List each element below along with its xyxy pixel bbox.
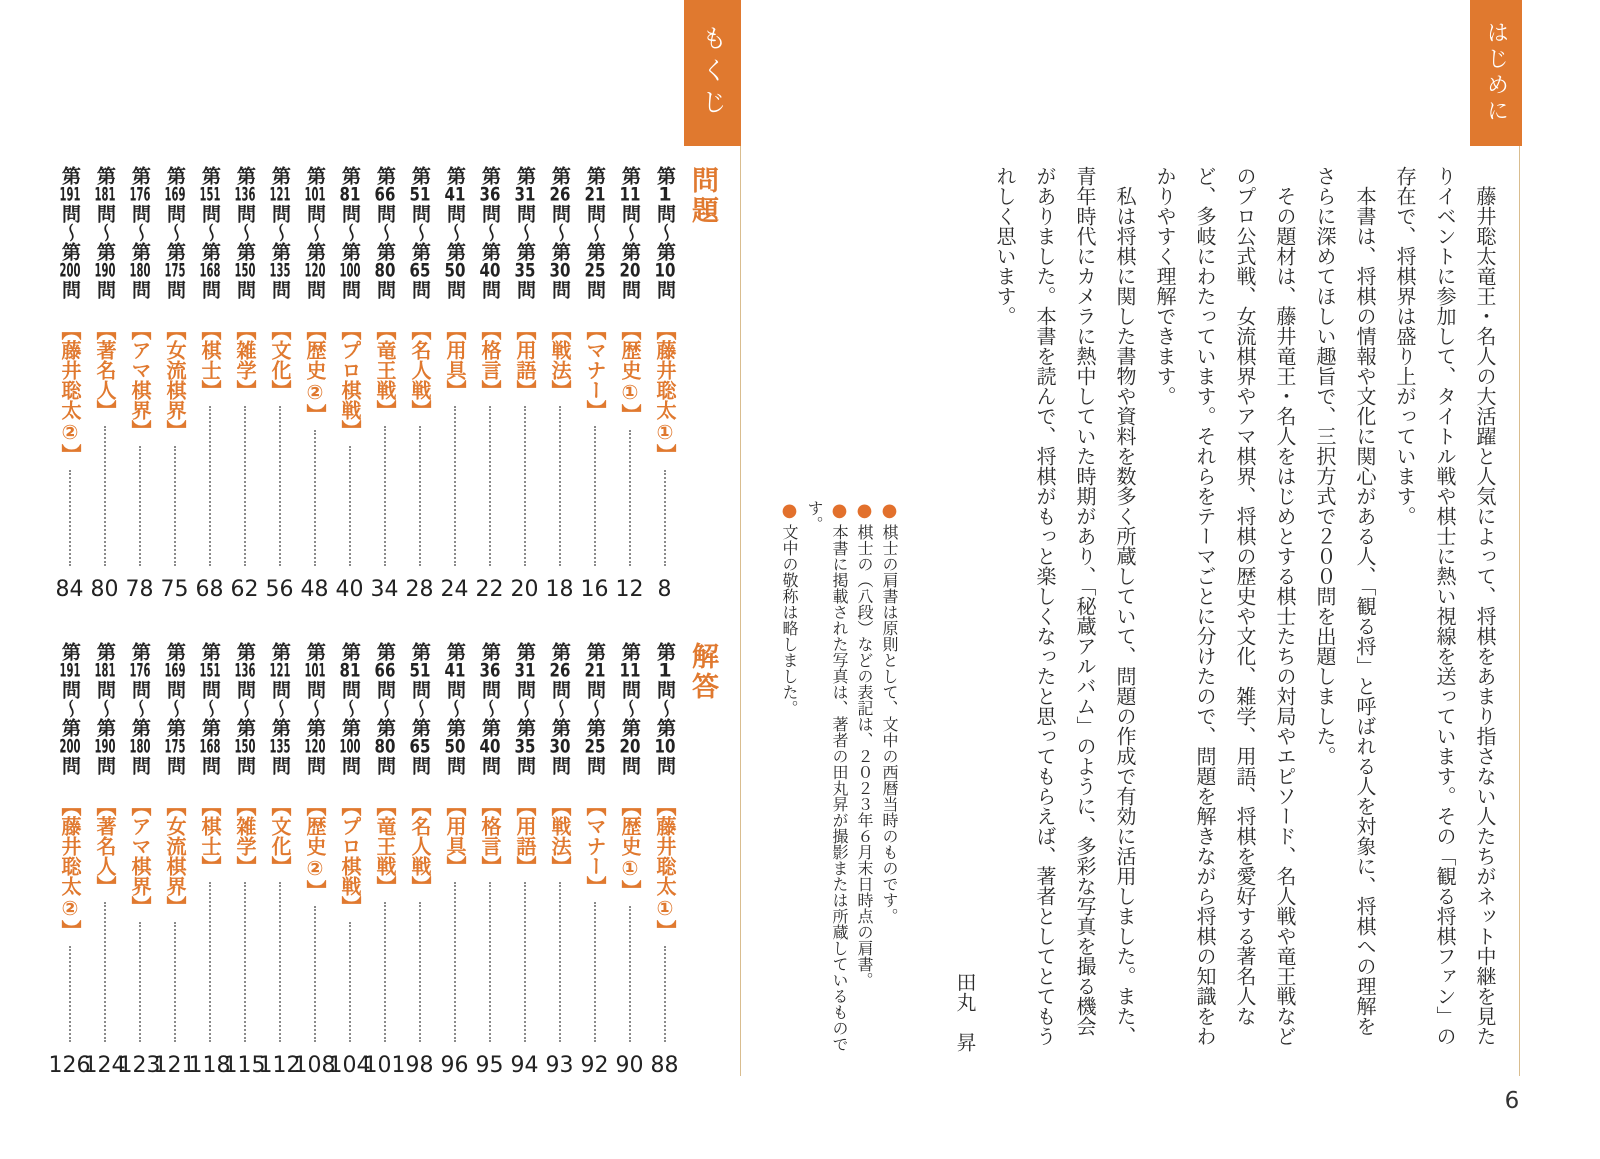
note-item <box>777 500 802 1056</box>
toc-heading-answers: 解答 <box>687 642 718 702</box>
toc-entry <box>188 642 231 1078</box>
dotted-leader <box>104 902 106 1042</box>
toc-entry-range: 第181問〜第190問 <box>94 166 116 299</box>
note-text: 文中の敬称は略しました。 <box>780 524 799 716</box>
toc-entry-category: 【プロ棋戦】 <box>338 320 362 440</box>
toc-entry-range: 第31問〜第35問 <box>514 642 536 775</box>
bullet-icon: ● <box>879 500 900 521</box>
toc-entry-range: 第169問〜第175問 <box>164 166 186 299</box>
toc-entry-page-number: 20 <box>510 577 539 602</box>
bullet-icon: ● <box>779 500 800 521</box>
toc-entry-page-number: 56 <box>265 577 294 602</box>
dotted-leader <box>244 406 246 566</box>
page-edge-line-left <box>740 146 741 1076</box>
toc-entry-category: 【雑学】 <box>233 320 257 400</box>
toc-entry <box>328 642 371 1078</box>
toc-entry-category: 【藤井聡太②】 <box>58 320 82 464</box>
toc-entry-range: 第101問〜第120問 <box>304 166 326 299</box>
toc-entry <box>157 166 192 602</box>
toc-entry-page-number: 104 <box>328 1053 371 1078</box>
dotted-leader <box>419 902 421 1042</box>
toc-entry-page-number: 78 <box>125 577 154 602</box>
author-signature: 田丸 昇 <box>953 972 977 1052</box>
toc-entry <box>297 166 332 602</box>
toc-entry-page-number: 90 <box>615 1053 644 1078</box>
toc-entry-category: 【プロ棋戦】 <box>338 796 362 916</box>
note-text: 本書に掲載された写真は、著者の田丸昇が撮影または所蔵しているものです。 <box>805 500 849 1052</box>
dotted-leader <box>139 922 141 1042</box>
page-edge-line-right <box>1519 146 1520 1076</box>
toc-entry-range: 第11問〜第20問 <box>619 642 641 775</box>
toc-entry <box>437 642 472 1078</box>
toc-entry-page-number: 98 <box>405 1053 434 1078</box>
toc-entry-category: 【文化】 <box>268 320 292 400</box>
dotted-leader <box>384 902 386 1042</box>
toc-entries-problems <box>52 166 682 602</box>
toc-entry-range: 第26問〜第30問 <box>549 166 571 299</box>
dotted-leader <box>559 882 561 1042</box>
toc-section-problems <box>30 166 722 602</box>
toc-entry-range: 第169問〜第175問 <box>164 642 186 775</box>
toc-entry-category: 【竜王戦】 <box>373 320 397 420</box>
toc-entry-range: 第36問〜第40問 <box>479 166 501 299</box>
dotted-leader <box>454 882 456 1042</box>
toc-entry-category: 【格言】 <box>478 320 502 400</box>
toc-entry-page-number: 123 <box>118 1053 161 1078</box>
toc-entry <box>612 642 647 1078</box>
toc-entry <box>542 166 577 602</box>
toc-entry-range: 第1問〜第10問 <box>654 642 676 775</box>
toc-entry-category: 【名人戦】 <box>408 320 432 420</box>
toc-entry <box>507 166 542 602</box>
page-number: 6 <box>1504 1088 1520 1114</box>
toc-entry-category: 【歴史①】 <box>618 796 642 900</box>
dotted-leader <box>594 426 596 566</box>
toc-entry-page-number: 40 <box>335 577 364 602</box>
note-text: 棋士の肩書は原則として、文中の西暦当時のものです。 <box>880 524 899 924</box>
dotted-leader <box>524 406 526 566</box>
toc-entry-range: 第81問〜第100問 <box>339 166 361 299</box>
toc-entry-page-number: 18 <box>545 577 574 602</box>
note-item <box>852 500 877 1056</box>
toc-entry-category: 【用具】 <box>443 320 467 400</box>
toc-entry-page-number: 48 <box>300 577 329 602</box>
intro-paragraph: 私は将棋に関した書物や資料を数多く所蔵していて、問題の作成で有効に活用しました。また、青年時代にカメラに熱中していた時期があり、「秘蔵アルバム」のように、多彩な写真を撮る機会がありました。本書を読んで、将棋がもっと楽しくなったと思ってもらえば、著者としてとてもうれしく思います。 <box>993 166 1137 1046</box>
toc-entry-category: 【戦法】 <box>548 320 572 400</box>
toc-entry <box>87 166 122 602</box>
toc-entry <box>612 166 647 602</box>
toc-entry <box>402 166 437 602</box>
toc-entry-category: 【歴史①】 <box>618 320 642 424</box>
toc-entry <box>647 166 682 602</box>
toc-entry-category: 【用語】 <box>513 320 537 400</box>
toc-entry-page-number: 12 <box>615 577 644 602</box>
intro-paragraph: 藤井聡太竜王・名人の大活躍と人気によって、将棋をあまり指さない人たちがネット中継を見たりイベントに参加して、タイトル戦や棋士に熱い視線を送っています。その「観る将棋ファン」の存在で、将棋界は盛り上がっています。 <box>1393 166 1497 1046</box>
toc-entry <box>223 642 266 1078</box>
toc-entry-range: 第136問〜第150問 <box>234 642 256 775</box>
note-item <box>802 500 852 1056</box>
note-item <box>877 500 902 1056</box>
toc-entry-range: 第121問〜第135問 <box>269 166 291 299</box>
toc-entry-page-number: 22 <box>475 577 504 602</box>
toc-entry-range: 第136問〜第150問 <box>234 166 256 299</box>
toc-entry-page-number: 24 <box>440 577 469 602</box>
toc-entry-range: 第176問〜第180問 <box>129 642 151 775</box>
toc-entry <box>363 642 406 1078</box>
toc-entry-category: 【戦法】 <box>548 796 572 876</box>
toc-entry-page-number: 75 <box>160 577 189 602</box>
dotted-leader <box>629 430 631 566</box>
toc-entry-range: 第66問〜第80問 <box>374 166 396 299</box>
toc-entry-range: 第31問〜第35問 <box>514 166 536 299</box>
toc-entry-range: 第181問〜第190問 <box>94 642 116 775</box>
toc-entry-page-number: 8 <box>657 577 672 602</box>
toc-entry-category: 【用語】 <box>513 796 537 876</box>
toc-entry-range: 第66問〜第80問 <box>374 642 396 775</box>
toc-entry-range: 第36問〜第40問 <box>479 642 501 775</box>
toc-entry-page-number: 96 <box>440 1053 469 1078</box>
toc-entry <box>542 642 577 1078</box>
toc-entry-range: 第26問〜第30問 <box>549 642 571 775</box>
toc-entry-category: 【アマ棋界】 <box>128 320 152 440</box>
toc-entry-range: 第151問〜第168問 <box>199 166 221 299</box>
toc-entry <box>293 642 336 1078</box>
toc-entry <box>367 166 402 602</box>
dotted-leader <box>524 882 526 1042</box>
dotted-leader <box>174 446 176 566</box>
toc-entry-page-number: 68 <box>195 577 224 602</box>
dotted-leader <box>594 902 596 1042</box>
toc-entry-category: 【女流棋界】 <box>163 320 187 440</box>
dotted-leader <box>209 406 211 566</box>
dotted-leader <box>244 882 246 1042</box>
dotted-leader <box>489 882 491 1042</box>
toc-entry <box>52 166 87 602</box>
dotted-leader <box>419 426 421 566</box>
toc-entry-page-number: 115 <box>223 1053 266 1078</box>
toc-entry-range: 第1問〜第10問 <box>654 166 676 299</box>
toc-entry-range: 第121問〜第135問 <box>269 642 291 775</box>
toc-entry <box>258 642 301 1078</box>
dotted-leader <box>139 446 141 566</box>
dotted-leader <box>454 406 456 566</box>
toc-heading-problems: 問題 <box>687 166 718 226</box>
toc-entry <box>262 166 297 602</box>
toc-entry-range: 第41問〜第50問 <box>444 166 466 299</box>
toc-entry-page-number: 84 <box>55 577 84 602</box>
intro-paragraph: その題材は、藤井竜王・名人をはじめとする棋士たちの対局やエピソード、名人戦や竜王戦などのプロ公式戦、女流棋界やアマ棋界、将棋の歴史や文化、雑学、用語、将棋を愛好する著名人など、多岐にわたっています。それらをテーマごとに分けたので、問題を解きながら将棋の知識をわかりやすく理解できます。 <box>1153 166 1297 1046</box>
toc-entry-category: 【アマ棋界】 <box>128 796 152 916</box>
toc-entry-category: 【棋士】 <box>198 320 222 400</box>
toc-entry-page-number: 92 <box>580 1053 609 1078</box>
toc-entry-category: 【マナー】 <box>583 796 607 896</box>
toc-entry-page-number: 108 <box>293 1053 336 1078</box>
dotted-leader <box>209 882 211 1042</box>
editorial-notes <box>779 500 902 1056</box>
toc-entry-range: 第51問〜第65問 <box>409 642 431 775</box>
toc-entry-category: 【名人戦】 <box>408 796 432 896</box>
toc-entry-range: 第191問〜第200問 <box>59 166 81 299</box>
toc-entry <box>332 166 367 602</box>
bullet-icon: ● <box>829 500 850 521</box>
bullet-icon: ● <box>854 500 875 521</box>
toc-entry <box>472 642 507 1078</box>
toc-entry-page-number: 95 <box>475 1053 504 1078</box>
toc-entry-page-number: 118 <box>188 1053 231 1078</box>
toc-entry-category: 【女流棋界】 <box>163 796 187 916</box>
dotted-leader <box>664 946 666 1042</box>
toc-entry-page-number: 94 <box>510 1053 539 1078</box>
dotted-leader <box>349 922 351 1042</box>
dotted-leader <box>314 906 316 1042</box>
toc-entry-page-number: 88 <box>650 1053 679 1078</box>
note-text: 棋士の（八段）などの表記は、２０２３年６月末日時点の肩書。 <box>855 524 874 988</box>
toc-entry-page-number: 101 <box>363 1053 406 1078</box>
toc-entry <box>577 166 612 602</box>
toc-entry-category: 【著名人】 <box>93 320 117 420</box>
dotted-leader <box>104 426 106 566</box>
toc-entry <box>118 642 161 1078</box>
toc-entry-range: 第21問〜第25問 <box>584 642 606 775</box>
toc-entry-page-number: 121 <box>153 1053 196 1078</box>
toc-entry-category: 【雑学】 <box>233 796 257 876</box>
toc-entry <box>577 642 612 1078</box>
tab-mokuji: もくじ <box>684 0 741 146</box>
dotted-leader <box>174 922 176 1042</box>
dotted-leader <box>664 470 666 566</box>
toc-entry-page-number: 28 <box>405 577 434 602</box>
toc-entry-range: 第191問〜第200問 <box>59 642 81 775</box>
toc-section-answers <box>30 642 722 1078</box>
toc-entry-category: 【藤井聡太②】 <box>58 796 82 940</box>
toc-entry <box>437 166 472 602</box>
toc-entry <box>402 642 437 1078</box>
dotted-leader <box>279 882 281 1042</box>
toc-entry-page-number: 112 <box>258 1053 301 1078</box>
toc-entry <box>507 642 542 1078</box>
toc-entry-category: 【歴史②】 <box>303 320 327 424</box>
toc-entries-answers <box>48 642 682 1078</box>
toc-entry-range: 第51問〜第65問 <box>409 166 431 299</box>
toc-entry <box>83 642 126 1078</box>
dotted-leader <box>279 406 281 566</box>
toc-entry-category: 【歴史②】 <box>303 796 327 900</box>
dotted-leader <box>384 426 386 566</box>
toc-entry <box>647 642 682 1078</box>
toc-entry <box>153 642 196 1078</box>
toc-entry <box>122 166 157 602</box>
toc-entry-category: 【藤井聡太①】 <box>653 796 677 940</box>
toc-entry-range: 第101問〜第120問 <box>304 642 326 775</box>
toc-entry-page-number: 34 <box>370 577 399 602</box>
dotted-leader <box>69 946 71 1042</box>
toc-entry-page-number: 62 <box>230 577 259 602</box>
tab-hajimeni: はじめに <box>1470 0 1522 146</box>
toc-entry-page-number: 80 <box>90 577 119 602</box>
toc-entry <box>192 166 227 602</box>
toc-entry-category: 【藤井聡太①】 <box>653 320 677 464</box>
dotted-leader <box>69 470 71 566</box>
toc-entry-range: 第151問〜第168問 <box>199 642 221 775</box>
toc-entry-range: 第81問〜第100問 <box>339 642 361 775</box>
intro-paragraph: 本書は、将棋の情報や文化に関心がある人、「観る将」と呼ばれる人を対象に、将棋への理解をさらに深めてほしい趣旨で、三択方式で２００問を出題しました。 <box>1313 166 1377 1036</box>
introduction-text <box>915 166 1505 1052</box>
toc-entry-page-number: 126 <box>48 1053 91 1078</box>
dotted-leader <box>629 906 631 1042</box>
toc-entry <box>227 166 262 602</box>
dotted-leader <box>489 406 491 566</box>
toc-entry-page-number: 93 <box>545 1053 574 1078</box>
toc-entry-category: 【格言】 <box>478 796 502 876</box>
dotted-leader <box>314 430 316 566</box>
toc-entry-category: 【竜王戦】 <box>373 796 397 896</box>
toc-entry <box>472 166 507 602</box>
toc-entry-category: 【マナー】 <box>583 320 607 420</box>
toc-entry-range: 第11問〜第20問 <box>619 166 641 299</box>
dotted-leader <box>559 406 561 566</box>
toc-entry-category: 【用具】 <box>443 796 467 876</box>
toc-entry <box>48 642 91 1078</box>
dotted-leader <box>349 446 351 566</box>
toc-entry-category: 【文化】 <box>268 796 292 876</box>
toc-entry-page-number: 124 <box>83 1053 126 1078</box>
toc-entry-range: 第21問〜第25問 <box>584 166 606 299</box>
toc-entry-page-number: 16 <box>580 577 609 602</box>
toc-entry-range: 第41問〜第50問 <box>444 642 466 775</box>
toc-entry-range: 第176問〜第180問 <box>129 166 151 299</box>
toc-entry-category: 【棋士】 <box>198 796 222 876</box>
toc-entry-category: 【著名人】 <box>93 796 117 896</box>
